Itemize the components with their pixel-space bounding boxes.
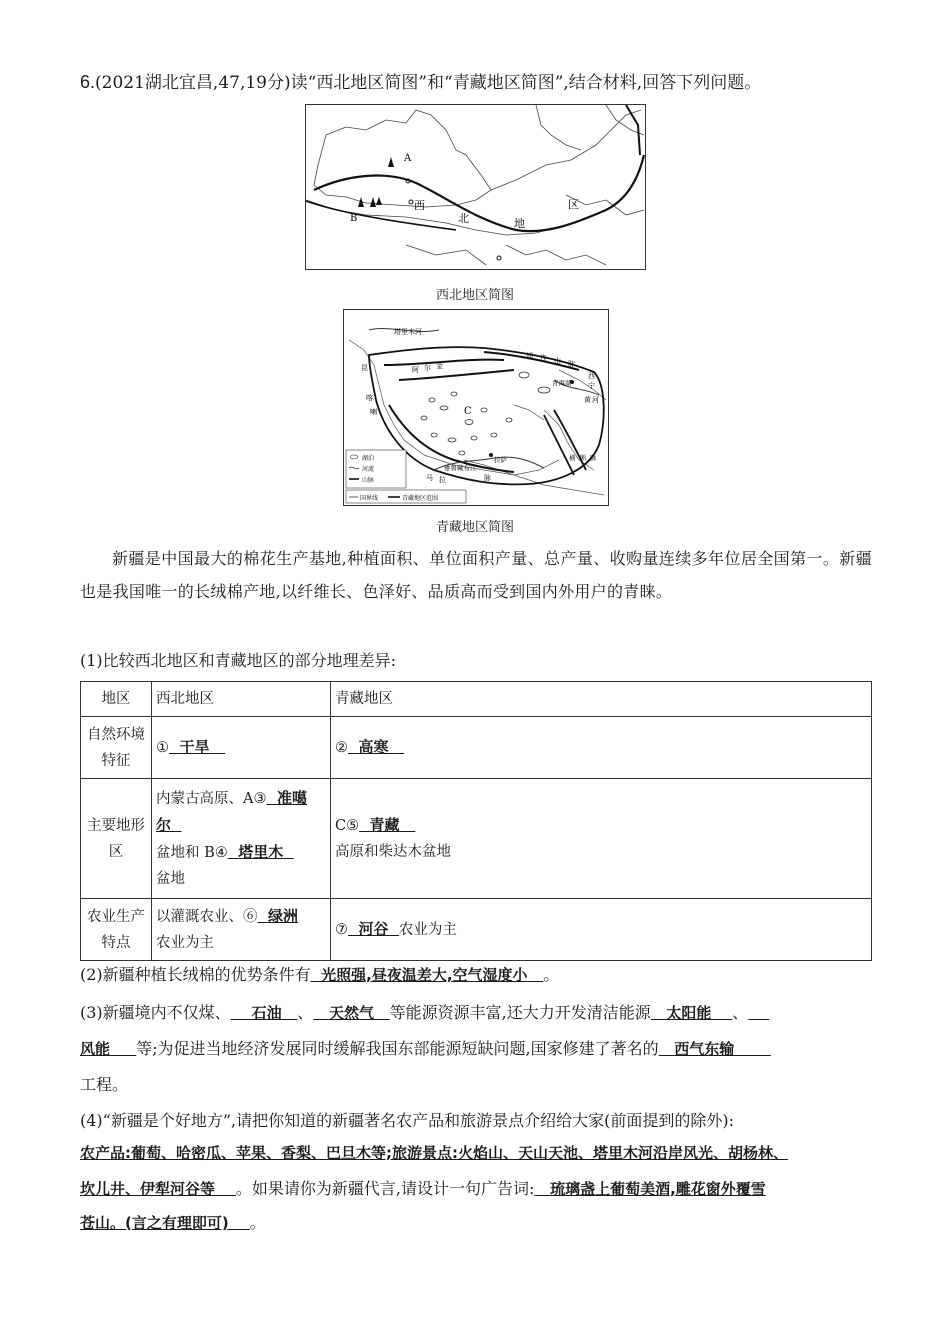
map2-label: 断 bbox=[580, 454, 587, 462]
answer-text bbox=[258, 907, 298, 925]
q3-text: 、 bbox=[297, 1003, 314, 1022]
map2-label: 雅鲁藏布江 bbox=[444, 464, 477, 472]
answer-value: 太阳能 bbox=[666, 1004, 712, 1022]
answer-text bbox=[169, 738, 225, 756]
map1-label-bei: 北 bbox=[458, 212, 469, 225]
map2-label: 西 bbox=[588, 372, 595, 380]
table-cell bbox=[331, 779, 872, 899]
map2-label: 横 bbox=[569, 454, 576, 462]
question-number: 6. bbox=[80, 72, 96, 92]
q4-line-2 bbox=[80, 1142, 788, 1163]
row-label: 主要地形区 bbox=[81, 779, 152, 899]
q4-line-4 bbox=[80, 1210, 266, 1233]
q3-answer bbox=[651, 1004, 733, 1022]
map2-label: 昆 bbox=[361, 364, 368, 372]
cell-text: 农业为主 bbox=[398, 922, 457, 938]
cell-text: ① bbox=[156, 740, 169, 756]
map2-label: 连 bbox=[540, 354, 547, 362]
cell-text: 农业为主 bbox=[156, 935, 214, 951]
answer-value: 琉璃盏上葡萄美酒,雕花窗外覆雪 bbox=[550, 1180, 766, 1198]
northwest-map-svg bbox=[306, 105, 645, 269]
q3-answer bbox=[313, 1004, 389, 1022]
map2-label: 宁 bbox=[588, 382, 595, 390]
table-header-row bbox=[81, 682, 872, 717]
answer-text bbox=[348, 920, 399, 938]
answer-value: 坎儿井、伊犁河谷等 bbox=[80, 1180, 216, 1198]
q4-answer bbox=[534, 1180, 765, 1198]
table-cell bbox=[152, 899, 331, 961]
table-row bbox=[81, 779, 872, 899]
question-source: (2021湖北宜昌,47,19分) bbox=[95, 73, 291, 93]
map2-label: 尔 bbox=[424, 364, 431, 372]
q4-text: 。如果请你为新疆代言,请设计一句广告词: bbox=[235, 1179, 535, 1198]
cell-text: 盆地和 B④ bbox=[156, 845, 228, 861]
q3-line-1 bbox=[80, 1000, 769, 1023]
answer-text bbox=[359, 816, 415, 834]
q4-answer bbox=[80, 1180, 236, 1198]
table-header: 地区 bbox=[81, 682, 152, 717]
q3-text: 等能源资源丰富,还大力开发清洁能源 bbox=[389, 1003, 651, 1022]
question-title bbox=[80, 68, 761, 93]
q3-line-3 bbox=[80, 1072, 128, 1095]
map1-label-qu: 区 bbox=[568, 198, 579, 211]
answer-text bbox=[228, 843, 294, 861]
legend-river: 河流 bbox=[362, 466, 375, 473]
answer-value: 苍山。(言之有理即可) bbox=[80, 1214, 229, 1232]
table-header: 青藏地区 bbox=[331, 682, 872, 717]
answer-value: 西气东输 bbox=[674, 1040, 735, 1058]
mountain-icon bbox=[376, 197, 382, 205]
q4-text: 。 bbox=[249, 1213, 266, 1232]
legend-lake: 湖泊 bbox=[362, 455, 375, 462]
map2-label: 黄 bbox=[584, 396, 591, 404]
answer-value: 绿洲 bbox=[267, 907, 298, 925]
map1-label-b: B bbox=[350, 213, 358, 224]
map2-label: 拉萨 bbox=[494, 456, 507, 464]
map2-label: 河 bbox=[592, 396, 599, 404]
cell-text: 盆地 bbox=[156, 871, 185, 887]
q3-text: 、 bbox=[732, 1003, 749, 1022]
q3-answer bbox=[231, 1004, 298, 1022]
answer-value: 准噶尔 bbox=[156, 789, 307, 834]
q3-text: 工程。 bbox=[80, 1075, 129, 1094]
map2-label: 喇 bbox=[370, 408, 377, 416]
qingzang-map-caption: 青藏地区简图 bbox=[435, 520, 514, 535]
map2-label: 祁 bbox=[526, 352, 533, 360]
map2-label: 脉 bbox=[590, 454, 597, 462]
answer-value: 河谷 bbox=[358, 920, 389, 938]
map2-label: 金 bbox=[436, 362, 443, 370]
table-row bbox=[81, 899, 872, 961]
q2-answer bbox=[311, 966, 544, 984]
mountain-icon bbox=[388, 157, 394, 167]
northwest-map-caption: 西北地区简图 bbox=[435, 288, 514, 303]
material-paragraph bbox=[80, 542, 872, 608]
q3-line-2 bbox=[80, 1036, 771, 1059]
q1-text: (1)比较西北地区和青藏地区的部分地理差异: bbox=[80, 651, 397, 670]
table-cell bbox=[152, 717, 331, 779]
map2-label: 阿 bbox=[412, 366, 419, 374]
answer-value: 高寒 bbox=[358, 738, 389, 756]
q3-answer bbox=[659, 1040, 771, 1058]
answer-value: 石油 bbox=[251, 1004, 282, 1022]
question-prompt: 读“西北地区简图”和“青藏地区简图”,结合材料,回答下列问题。 bbox=[290, 73, 762, 93]
q4-answer bbox=[80, 1214, 250, 1232]
table-cell bbox=[152, 779, 331, 899]
table-cell bbox=[331, 717, 872, 779]
table-row bbox=[81, 717, 872, 779]
answer-text bbox=[348, 738, 404, 756]
material-text: 新疆是中国最大的棉花生产基地,种植面积、单位面积产量、总产量、收购量连续多年位居全国第一。新疆也是我国唯一的长绒棉产地,以纤维长、色泽好、品质高而受到国内外用户的青睐。 bbox=[80, 549, 872, 601]
q2-text: (2)新疆种植长绒棉的优势条件有 bbox=[80, 965, 311, 984]
row-label: 农业生产特点 bbox=[81, 899, 152, 961]
cell-text: C⑤ bbox=[335, 818, 360, 834]
answer-value: 塔里木 bbox=[238, 843, 284, 861]
comparison-table bbox=[80, 681, 872, 961]
q3-text: (3)新疆境内不仅煤、 bbox=[80, 1003, 231, 1022]
cell-text: 高原和柴达木盆地 bbox=[335, 844, 451, 860]
q2-text: 。 bbox=[543, 965, 560, 984]
map2-label: 拉 bbox=[439, 476, 446, 484]
map2-label: 塔里木河 bbox=[394, 328, 422, 336]
q4-line-1 bbox=[80, 1108, 734, 1131]
cell-text: ② bbox=[335, 740, 348, 756]
map1-label-xi: 西 bbox=[414, 199, 425, 212]
map2-label: 脉 bbox=[484, 474, 491, 482]
q3-text: 等;为促进当地经济发展同时缓解我国东部能源短缺问题,国家修建了著名的 bbox=[136, 1039, 659, 1058]
q4-text: (4)“新疆是个好地方”,请把你知道的新疆著名农产品和旅游景点介绍给大家(前面提到的除外): bbox=[80, 1111, 734, 1130]
answer-value: 风能 bbox=[80, 1040, 111, 1058]
table-cell bbox=[331, 899, 872, 961]
legend-region: 青藏地区范围 bbox=[402, 495, 439, 502]
q4-answer: 农产品:葡萄、哈密瓜、苹果、香梨、巴旦木等;旅游景点:火焰山、天山天池、塔里木河沿岸风光、胡杨林、 bbox=[80, 1144, 789, 1162]
q2-line bbox=[80, 962, 559, 985]
qingzang-map bbox=[343, 309, 609, 506]
map2-label: 青海湖 bbox=[552, 379, 572, 387]
row-label: 自然环境特征 bbox=[81, 717, 152, 779]
map2-label-c: C bbox=[464, 406, 472, 417]
cell-text: 内蒙古高原、A③ bbox=[156, 791, 267, 807]
answer-value: 干旱 bbox=[179, 738, 210, 756]
answer-value: 光照强,昼夜温差大,空气湿度小 bbox=[321, 966, 528, 984]
qingzang-map-svg bbox=[344, 310, 608, 505]
answer-value: 青藏 bbox=[369, 816, 400, 834]
map1-label-a: A bbox=[404, 153, 412, 164]
q3-answer bbox=[80, 1040, 136, 1058]
answer-value: 天然气 bbox=[328, 1004, 374, 1022]
northwest-map bbox=[305, 104, 646, 270]
map1-label-di: 地 bbox=[514, 217, 525, 230]
map2-label: 山 bbox=[554, 357, 561, 365]
q3-answer bbox=[748, 1004, 769, 1022]
legend-border: 国界线 bbox=[360, 495, 379, 502]
cell-text: 以灌溉农业、⑥ bbox=[156, 909, 258, 925]
cell-text: ⑦ bbox=[335, 922, 348, 938]
mountain-icon bbox=[370, 197, 376, 207]
map2-label: 脉 bbox=[568, 360, 575, 368]
legend-mountain: 山脉 bbox=[362, 477, 375, 484]
map2-label: 马 bbox=[426, 474, 433, 482]
q4-line-3 bbox=[80, 1176, 766, 1199]
map2-label: 喀 bbox=[366, 394, 373, 402]
table-header: 西北地区 bbox=[152, 682, 331, 717]
